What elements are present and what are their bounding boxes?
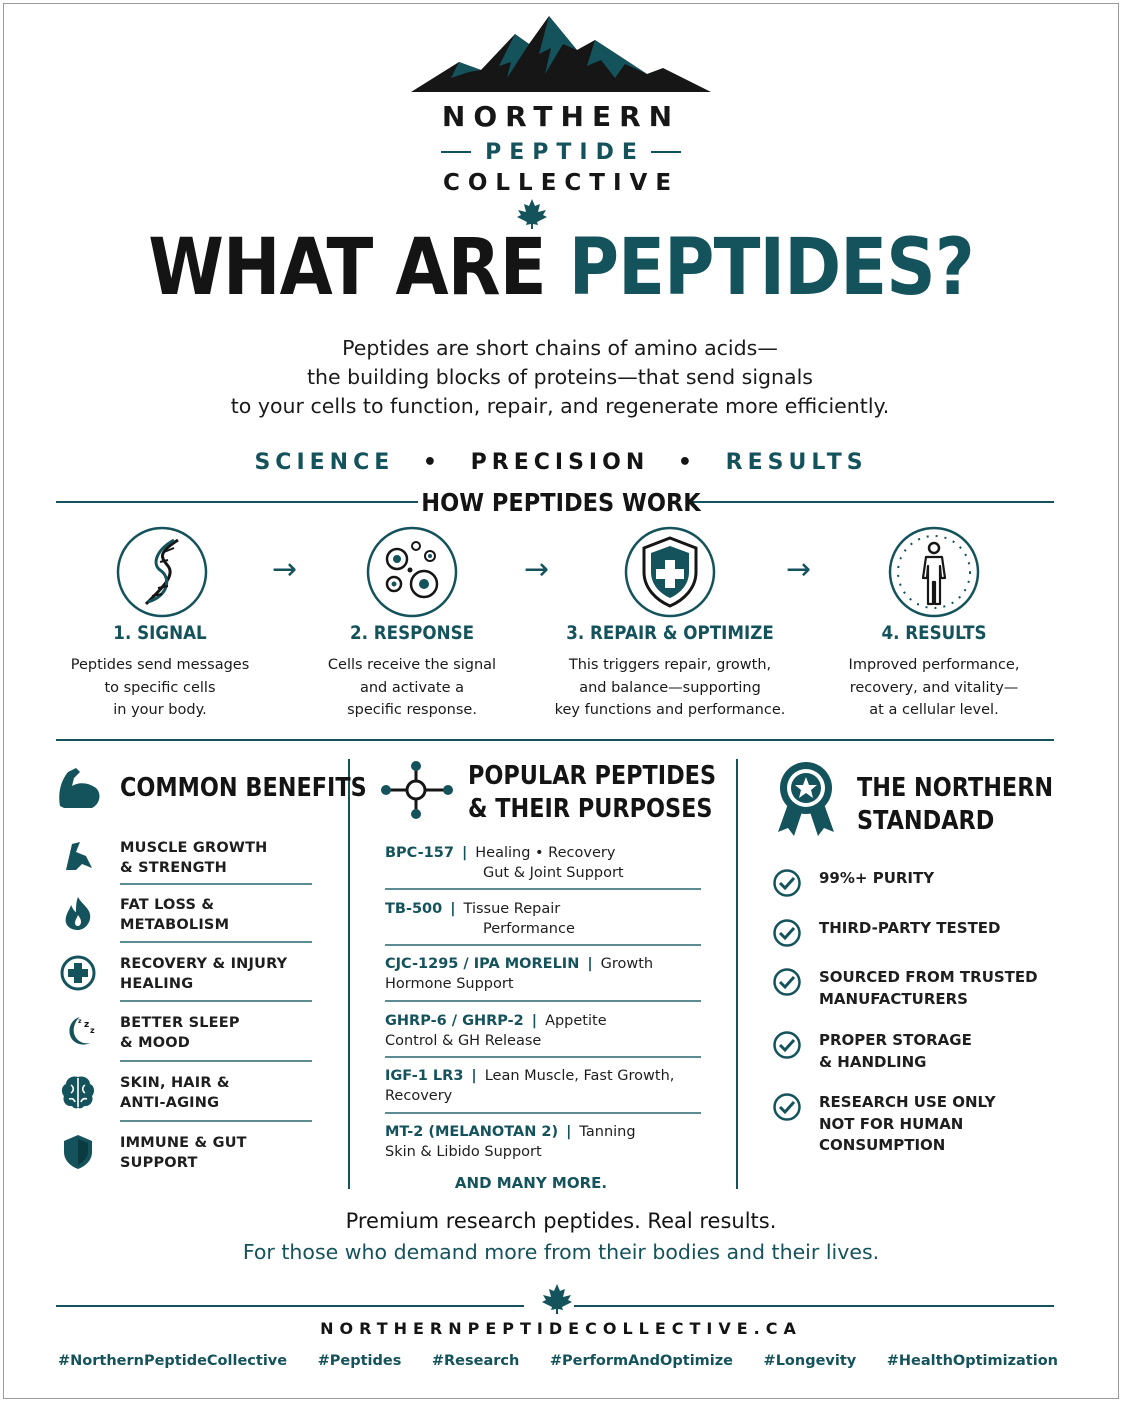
step-1-title: 1. SIGNAL (113, 622, 207, 644)
hashtag[interactable]: #Peptides (317, 1353, 402, 1369)
benefit-separator (120, 941, 312, 943)
cells-icon (366, 526, 458, 618)
step-1-description (30, 654, 290, 722)
brand-line-peptide-row (396, 138, 726, 166)
svg-text:z: z (90, 1026, 95, 1035)
benefit-item (58, 1073, 312, 1131)
step-desc-line: and activate a (359, 679, 465, 696)
peptide-purpose: Growth (600, 956, 654, 972)
benefit-label-line: FAT LOSS & (120, 897, 215, 913)
tagline-science: SCIENCE (254, 450, 395, 475)
standard-label (819, 967, 1038, 1010)
peptide-purpose: Lean Muscle, Fast Growth, (484, 1068, 675, 1084)
flow-arrow-icon: → (524, 552, 550, 587)
peptide-purpose: Appetite (545, 1013, 607, 1029)
brand-dash-right (651, 151, 681, 153)
standard-heading (857, 772, 1053, 838)
peptide-separator: | (566, 1124, 572, 1140)
step-desc-line: and balance—supporting (579, 679, 761, 696)
standard-label-line: NOT FOR HUMAN (819, 1114, 964, 1133)
benefit-label-line: & STRENGTH (120, 860, 227, 876)
closing-line-1: Premium research peptides. Real results. (345, 1209, 777, 1233)
standard-label-line: & HANDLING (819, 1052, 927, 1071)
svg-text:z: z (78, 1018, 82, 1025)
standard-label (819, 868, 934, 890)
peptide-separator: | (587, 956, 593, 972)
benefit-item (58, 1013, 312, 1071)
peptide-separator: | (471, 1068, 477, 1084)
dna-icon (116, 526, 208, 618)
peptide-item (385, 1123, 701, 1162)
shield-cross-icon (624, 526, 716, 618)
benefit-separator (120, 883, 312, 885)
peptide-separator-line (385, 944, 701, 946)
benefit-label-line: RECOVERY & INJURY (120, 956, 288, 972)
step-desc-line: Cells receive the signal (327, 657, 497, 673)
benefit-item (58, 838, 312, 896)
hashtag[interactable]: #HealthOptimization (886, 1353, 1058, 1369)
title-part-2: PEPTIDES? (568, 223, 974, 313)
brain-icon (58, 1073, 98, 1111)
tagline-results: RESULTS (725, 450, 868, 475)
shield-icon (58, 1133, 98, 1171)
benefit-separator (120, 1000, 312, 1002)
peptide-purpose-line: Performance (483, 920, 575, 937)
peptide-purpose-line: Skin & Libido Support (385, 1143, 542, 1160)
step-desc-line: recovery, and vitality— (849, 679, 1019, 696)
peptide-name: TB-500 (385, 901, 443, 917)
intro-text (160, 334, 960, 421)
peptide-purpose: Healing • Recovery (475, 845, 616, 861)
human-figure-icon (888, 526, 980, 618)
peptide-item (385, 955, 701, 994)
maple-leaf-icon (541, 1284, 573, 1314)
peptide-purpose-line: Hormone Support (385, 975, 514, 992)
benefit-label-line: SUPPORT (120, 1155, 198, 1171)
peptide-name: MT-2 (MELANOTAN 2) (385, 1124, 559, 1140)
check-circle-icon (772, 918, 802, 948)
peptide-separator-line (385, 1000, 701, 1002)
step-desc-line: in your body. (113, 702, 207, 718)
standard-label (819, 1092, 996, 1157)
step-2-description (282, 654, 542, 722)
step-desc-line: This triggers repair, growth, (568, 657, 772, 673)
peptide-purpose-line: Control & GH Release (385, 1032, 542, 1049)
tagline-separator: • (422, 450, 442, 475)
standard-label (819, 1030, 972, 1073)
peptide-separator-line (385, 1056, 701, 1058)
peptide-purpose: Tanning (579, 1124, 636, 1140)
benefit-label (120, 1013, 240, 1053)
benefit-item (58, 895, 312, 953)
step-4-title: 4. RESULTS (881, 622, 987, 644)
hashtag[interactable]: #Longevity (763, 1353, 857, 1369)
peptide-purpose: Tissue Repair (463, 901, 561, 917)
benefit-item (58, 954, 312, 1012)
benefit-label (120, 1133, 247, 1173)
peptides-heading (468, 760, 716, 826)
step-2-title: 2. RESPONSE (349, 622, 475, 644)
brand-dash-left (441, 151, 471, 153)
standard-label (819, 918, 1001, 940)
divider-line (574, 1305, 1054, 1307)
flow-arrow-icon: → (272, 552, 298, 587)
peptide-purpose-line: Recovery (385, 1087, 453, 1104)
divider-line (56, 1305, 524, 1307)
standard-label-line: CONSUMPTION (819, 1136, 946, 1154)
step-desc-line: specific response. (347, 702, 477, 718)
standard-label-line: MANUFACTURERS (819, 989, 968, 1008)
check-circle-icon (772, 868, 802, 898)
step-3-title: 3. REPAIR & OPTIMIZE (566, 622, 774, 644)
benefit-label-line: METABOLISM (120, 917, 230, 933)
benefit-label-line: MUSCLE GROWTH (120, 840, 268, 856)
benefit-label-line: ANTI-AGING (120, 1095, 220, 1111)
benefit-label-line: BETTER SLEEP (120, 1015, 240, 1031)
step-desc-line: Improved performance, (848, 657, 1020, 673)
benefit-item (58, 1133, 312, 1191)
peptide-item (385, 900, 701, 939)
peptide-separator-line (385, 888, 701, 890)
intro-line-2: the building blocks of proteins—that send signals (307, 365, 813, 389)
tagline-precision: PRECISION (470, 450, 650, 475)
hashtag-row (58, 1353, 1058, 1369)
hashtag[interactable]: #NorthernPeptideCollective (58, 1353, 288, 1369)
award-ribbon-icon (774, 760, 838, 838)
and-many-more: AND MANY MORE. (454, 1174, 608, 1192)
benefit-label-line: HEALING (120, 976, 194, 992)
standard-label-line: SOURCED FROM TRUSTED (819, 968, 1038, 986)
how-section-title: HOW PEPTIDES WORK (421, 488, 701, 517)
standard-label-line: RESEARCH USE ONLY (819, 1093, 996, 1111)
standard-label-line: PROPER STORAGE (819, 1031, 972, 1049)
benefit-label-line: SKIN, HAIR & (120, 1075, 230, 1091)
benefit-label (120, 1073, 230, 1113)
benefit-separator (120, 1120, 312, 1122)
peptide-separator: | (450, 901, 456, 917)
closing-line-2: For those who demand more from their bodies and their lives. (242, 1240, 880, 1264)
peptide-name: CJC-1295 / IPA MORELIN (385, 956, 580, 972)
intro-line-3: to your cells to function, repair, and regenerate more efficiently. (230, 394, 890, 418)
standard-label-line: 99%+ PURITY (819, 869, 935, 887)
standard-heading-line: STANDARD (857, 806, 995, 836)
hashtag[interactable]: #PerformAndOptimize (549, 1353, 734, 1369)
flexed-bicep-icon (56, 764, 104, 812)
mountain-logo-icon (411, 14, 711, 94)
divider-line (56, 739, 1054, 741)
flow-arrow-icon: → (786, 552, 812, 587)
step-desc-line: key functions and performance. (554, 702, 786, 718)
peptide-separator: | (531, 1013, 538, 1029)
benefit-label (120, 895, 229, 935)
step-desc-line: at a cellular level. (869, 702, 999, 718)
benefit-label-line: IMMUNE & GUT (120, 1135, 247, 1151)
svg-text:z: z (84, 1020, 90, 1030)
peptide-name: BPC-157 (385, 845, 454, 861)
muscle-icon (58, 838, 98, 874)
standard-label-line: THIRD-PARTY TESTED (819, 919, 1001, 937)
title-part-1: WHAT ARE (148, 223, 546, 313)
benefit-separator (120, 1060, 312, 1062)
check-circle-icon (772, 967, 802, 997)
peptide-separator: | (461, 845, 468, 861)
benefits-heading: COMMON BENEFITS (120, 773, 367, 803)
molecule-icon (380, 760, 456, 820)
page-title (67, 223, 1054, 313)
benefit-label (120, 838, 268, 878)
step-desc-line: Peptides send messages (70, 657, 250, 673)
medical-cross-icon (58, 954, 98, 992)
peptide-name: GHRP-6 / GHRP-2 (385, 1013, 524, 1029)
step-3-description (540, 654, 800, 722)
peptide-item (385, 844, 701, 883)
peptide-name: IGF-1 LR3 (385, 1068, 464, 1084)
website-url[interactable]: NORTHERNPEPTIDECOLLECTIVE.CA (320, 1319, 802, 1338)
benefit-label (120, 954, 287, 994)
column-divider (736, 759, 738, 1189)
peptides-heading-line: POPULAR PEPTIDES (468, 761, 717, 791)
brand-line-northern: NORTHERN (441, 100, 681, 133)
step-4-description (804, 654, 1064, 722)
peptide-item (385, 1067, 701, 1106)
peptide-item (385, 1012, 701, 1051)
peptide-separator-line (385, 1112, 701, 1114)
check-circle-icon (772, 1030, 802, 1060)
peptides-heading-line: & THEIR PURPOSES (468, 794, 713, 824)
intro-line-1: Peptides are short chains of amino acids— (342, 336, 778, 360)
tagline-separator: • (677, 450, 697, 475)
brand-line-peptide: PEPTIDE (485, 139, 645, 165)
hashtag[interactable]: #Research (431, 1353, 520, 1369)
tagline (0, 450, 1122, 475)
step-desc-line: to specific cells (104, 679, 216, 696)
peptide-purpose-line: Gut & Joint Support (483, 864, 624, 881)
standard-heading-line: THE NORTHERN (857, 773, 1054, 803)
benefit-label-line: & MOOD (120, 1035, 191, 1051)
flame-icon (58, 895, 98, 931)
moon-sleep-icon (58, 1013, 102, 1051)
brand-line-collective: COLLECTIVE (442, 170, 680, 196)
check-circle-icon (772, 1092, 802, 1122)
column-divider (348, 759, 350, 1189)
